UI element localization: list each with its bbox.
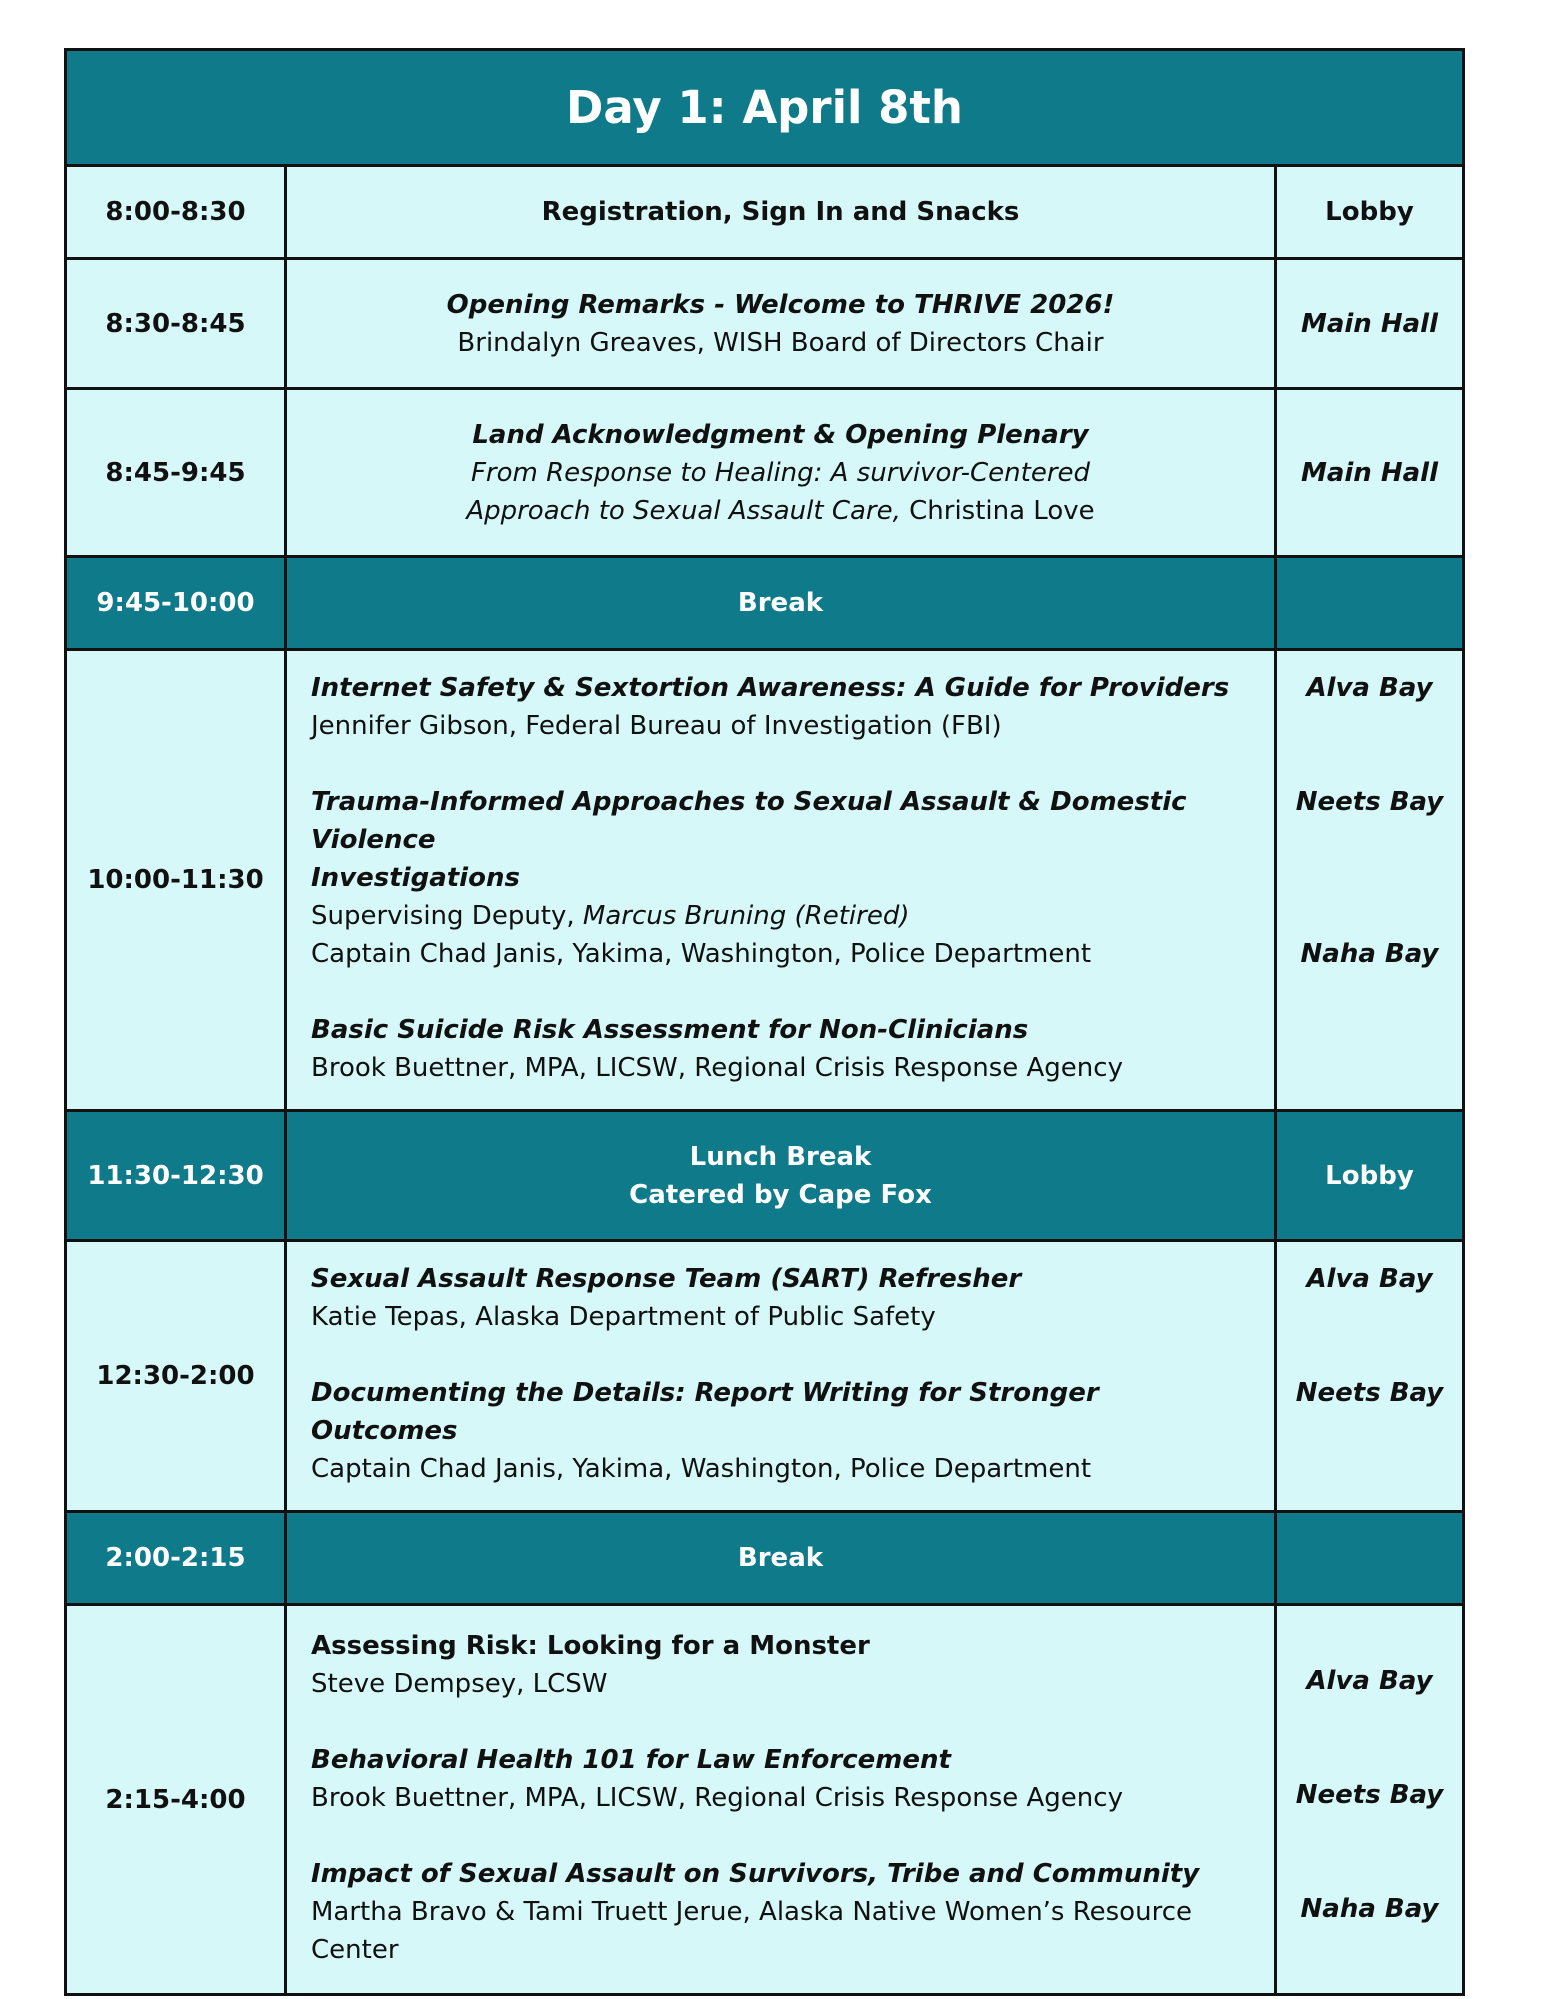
event-subtitle-line2: [287, 492, 1274, 530]
session-item: [311, 1374, 1250, 1488]
speaker-name: Marcus Bruning (Retired): [582, 901, 910, 931]
location-cell: Main Hall: [1275, 389, 1463, 557]
time-cell: 12:30-2:00: [66, 1241, 286, 1512]
event-speaker: Brindalyn Greaves, WISH Board of Directors Chair: [457, 327, 1104, 358]
event-subtitle: From Response to Healing: A survivor-Centered: [470, 457, 1091, 488]
event-text: Lunch Break: [689, 1141, 872, 1172]
schedule-row: [66, 389, 1464, 557]
schedule-row: [66, 1241, 1464, 1512]
session-title-line2: Investigations: [311, 863, 520, 893]
session-item: [311, 1855, 1250, 1969]
time-cell: 8:00-8:30: [66, 166, 286, 259]
location-cell: Lobby: [1275, 166, 1463, 259]
session-title: Assessing Risk: Looking for a Monster: [311, 1630, 870, 1661]
lunch-row: [66, 1111, 1464, 1241]
session-location: Alva Bay: [1306, 673, 1433, 703]
session-item: [311, 1627, 1250, 1703]
page-title: Day 1: April 8th: [66, 50, 1464, 166]
time-cell: 2:00-2:15: [66, 1512, 286, 1605]
session-item: [311, 669, 1250, 745]
location-cell: [1275, 1605, 1463, 1995]
session-title: Impact of Sexual Assault on Survivors, Tribe and Community: [311, 1858, 1200, 1889]
session-title: Basic Suicide Risk Assessment for Non-Clinicians: [311, 1015, 1029, 1045]
session-title: Trauma-Informed Approaches to Sexual Assault & Domestic Violence: [311, 787, 1187, 855]
time-cell: 8:45-9:45: [66, 389, 286, 557]
session-location: Naha Bay: [1300, 1894, 1439, 1924]
break-row: [66, 557, 1464, 650]
location-cell: [1275, 1512, 1463, 1605]
session-title: Documenting the Details: Report Writing for Stronger Outcomes: [311, 1378, 1099, 1446]
event-cell: [286, 1512, 1276, 1605]
time-cell: 9:45-10:00: [66, 557, 286, 650]
event-cell: [286, 259, 1276, 389]
session-location: Alva Bay: [1306, 1666, 1433, 1696]
break-row: [66, 1512, 1464, 1605]
time-cell: 10:00-11:30: [66, 650, 286, 1111]
session-location: Neets Bay: [1295, 1378, 1444, 1408]
session-location: Neets Bay: [1295, 1780, 1444, 1810]
location-cell: [1275, 557, 1463, 650]
time-cell: 8:30-8:45: [66, 259, 286, 389]
session-speaker: Brook Buettner, MPA, LICSW, Regional Crisis Response Agency: [311, 1782, 1123, 1813]
event-subtext: Catered by Cape Fox: [629, 1179, 932, 1210]
session-item: [311, 1011, 1250, 1087]
schedule-row: [66, 650, 1464, 1111]
event-subtitle-italic: Approach to Sexual Assault Care,: [466, 495, 901, 526]
session-title: Internet Safety & Sextortion Awareness: A Guide for Providers: [311, 673, 1230, 703]
session-speaker-2: Captain Chad Janis, Yakima, Washington, Police Department: [311, 939, 1092, 969]
session-location: Naha Bay: [1300, 939, 1439, 969]
sessions-cell: [286, 650, 1276, 1111]
session-title: Behavioral Health 101 for Law Enforcement: [311, 1744, 951, 1775]
session-speaker: Martha Bravo & Tami Truett Jerue, Alaska Native Women’s Resource: [311, 1896, 1192, 1927]
event-text: Registration, Sign In and Snacks: [541, 197, 1020, 227]
session-item: [311, 783, 1250, 973]
schedule-row: [66, 166, 1464, 259]
time-cell: 2:15-4:00: [66, 1605, 286, 1995]
location-cell: Main Hall: [1275, 259, 1463, 389]
event-cell: [286, 1111, 1276, 1241]
schedule-table: [64, 48, 1465, 1996]
sessions-cell: [286, 1605, 1276, 1995]
event-speaker: Christina Love: [900, 495, 1095, 526]
event-text: Break: [737, 588, 824, 618]
title-row: [66, 50, 1464, 166]
location-cell: Lobby: [1275, 1111, 1463, 1241]
location-cell: [1275, 1241, 1463, 1512]
session-item: [311, 1260, 1250, 1336]
session-speaker: Steve Dempsey, LCSW: [311, 1668, 608, 1699]
session-item: [311, 1741, 1250, 1817]
event-title: Land Acknowledgment & Opening Plenary: [472, 419, 1089, 450]
time-cell: 11:30-12:30: [66, 1111, 286, 1241]
schedule-row: [66, 259, 1464, 389]
sessions-cell: [286, 1241, 1276, 1512]
session-speaker: Katie Tepas, Alaska Department of Public Safety: [311, 1302, 936, 1332]
schedule-row: [66, 1605, 1464, 1995]
speaker-prefix: Supervising Deputy,: [311, 901, 583, 931]
session-speaker: Jennifer Gibson, Federal Bureau of Investigation (FBI): [311, 711, 1002, 741]
session-speaker: Captain Chad Janis, Yakima, Washington, Police Department: [311, 1454, 1092, 1484]
location-cell: [1275, 650, 1463, 1111]
event-title: Opening Remarks - Welcome to THRIVE 2026!: [446, 289, 1115, 320]
session-speaker-line2: Center: [311, 1934, 399, 1965]
session-location: Neets Bay: [1295, 787, 1444, 817]
session-title: Sexual Assault Response Team (SART) Refresher: [311, 1264, 1022, 1294]
session-speaker: [311, 897, 1250, 935]
event-text: Break: [737, 1543, 824, 1573]
event-cell: [286, 389, 1276, 557]
event-cell: [286, 557, 1276, 650]
event-cell: [286, 166, 1276, 259]
session-speaker: Brook Buettner, MPA, LICSW, Regional Crisis Response Agency: [311, 1053, 1123, 1083]
session-location: Alva Bay: [1306, 1264, 1433, 1294]
